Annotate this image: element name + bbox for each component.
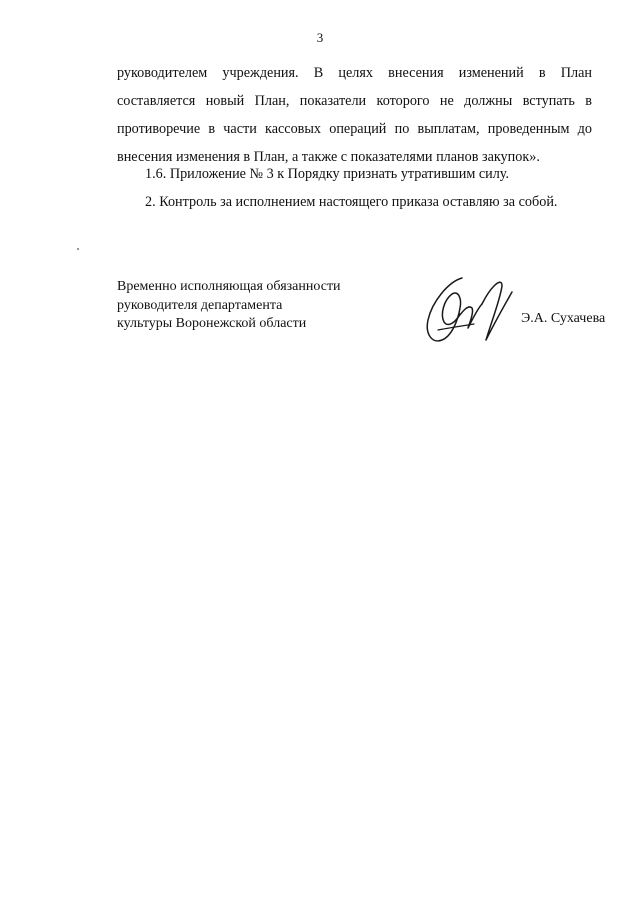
position-line-2: руководителя департамента: [117, 297, 283, 313]
signature-stroke-loop: [427, 278, 462, 341]
signer-name: Э.А. Сухачева: [521, 311, 606, 326]
paragraph-line-4: внесения изменения в План, а также с показателями планов закупок».: [117, 149, 540, 165]
scan-artifact-dot: [77, 248, 79, 250]
page-number: 3: [316, 30, 324, 45]
signature-position-block: [117, 278, 341, 334]
paragraph-line-1: руководителем учреждения. В целях внесения изменений в План: [117, 65, 592, 81]
handwritten-signature: [418, 268, 528, 352]
signature-stroke-tail: [482, 282, 512, 340]
position-line-3: культуры Воронежской области: [117, 316, 307, 331]
paragraph-lines: [117, 59, 592, 171]
item-1-6: 1.6. Приложение № 3 к Порядку признать утратившим силу.: [145, 166, 510, 182]
paragraph-line-3: противоречие в части кассовых операций по выплатам, проведенным до: [117, 121, 592, 137]
paragraph-continuation: [117, 59, 592, 171]
position-line-1: Временно исполняющая обязанности: [117, 279, 341, 294]
item-2: 2. Контроль за исполнением настоящего приказа оставляю за собой.: [145, 194, 558, 210]
paragraph-line-2: составляется новый План, показатели которого не должны вступать в: [117, 93, 592, 109]
